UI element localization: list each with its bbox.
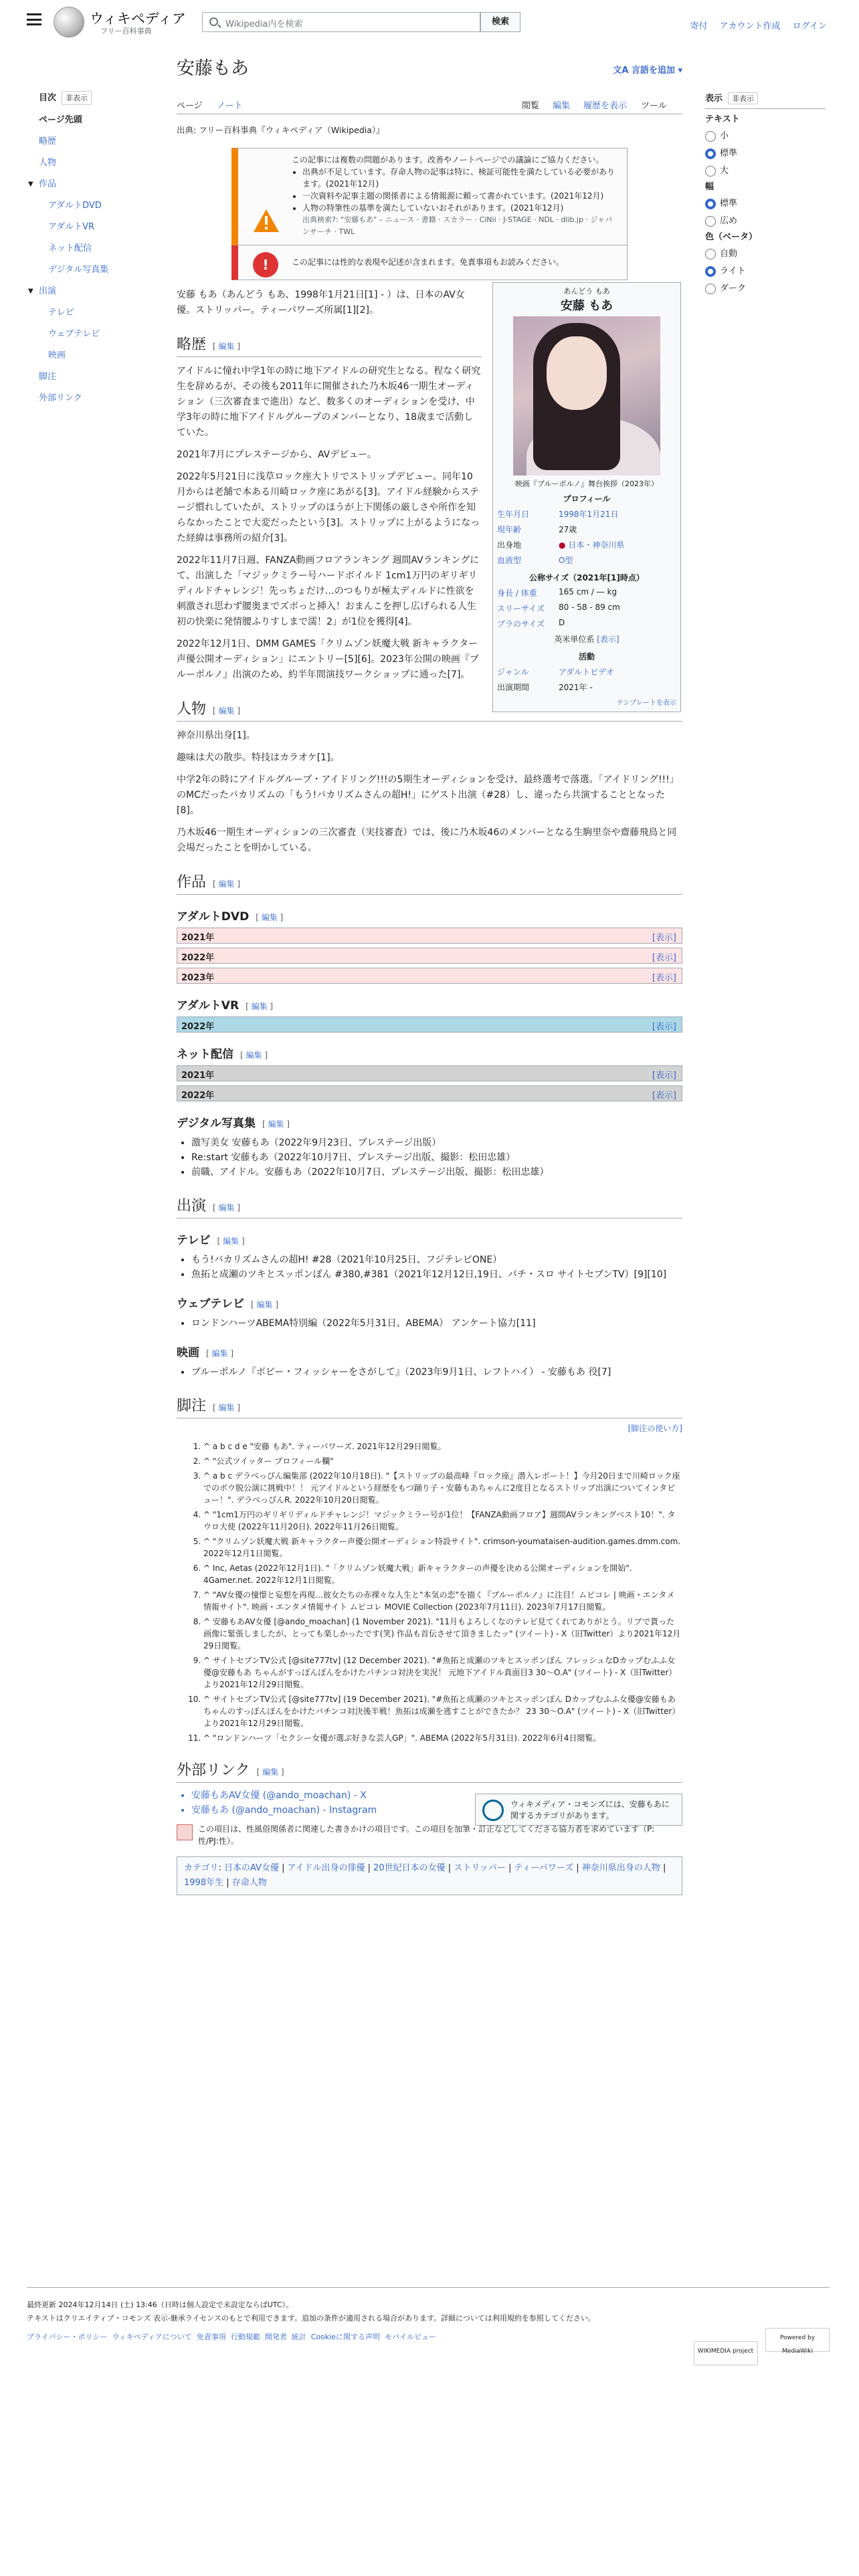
toc-item[interactable]: ページ先頭 — [39, 115, 82, 125]
edit-link[interactable]: 編集 — [218, 879, 235, 889]
commons-box: ウィキメディア・コモンズには、安藤もあに関するカテゴリがあります。 — [475, 1794, 682, 1826]
list-item: • Re:start 安藤もあ（2022年10月7日、プレステージ出版、撮影：松田忠雄） — [191, 1150, 682, 1165]
list-item: • ブルーポルノ『ボビー・フィッシャーをさがして』（2023年9月1日、レフトハイ） - 安藤もあ 役[7] — [191, 1365, 682, 1380]
heading-person: 人物 [ 編集 ] — [177, 697, 682, 722]
edit-link[interactable]: 編集 — [261, 913, 278, 922]
show-toggle[interactable]: [表示] — [652, 1071, 676, 1081]
reference-item: 7. ^ "AV女優の憧憬と妄想を再現…彼女たちの赤裸々な人生と"本気の恋"を描く『ブルーポルノ』に注目！ムビコレ | 映画・エンタメ情報サイト". 映画・エンタメ情報サイト ムビコレ MOVIE Collection (2023年7月11日). 2023年7月17日閲覧。 — [203, 1589, 682, 1613]
category-link[interactable]: 神奈川県出身の人物 — [581, 1863, 660, 1873]
heading-photobook: デジタル写真集 [ 編集 ] — [177, 1117, 290, 1130]
list-item: • もう!バカリズムさんの超H! #28（2021年10月25日、フジテレビONE） — [191, 1253, 682, 1267]
toc-item[interactable]: 作品 — [39, 179, 57, 189]
page-footer — [27, 2287, 830, 2355]
edit-link[interactable]: 編集 — [246, 1051, 262, 1060]
tagline: フリー百科事典 — [100, 27, 152, 35]
text-large-radio[interactable]: 大 — [705, 166, 826, 177]
career-paragraph: 2022年5月21日に浅草ロック座大トリでストリップデビュー。同年10月からは老舗で本ある川崎ロック座にあがる[3]。アイドル経験からステージ慣れしていたが、ストリップのほうが上下関係の厳しさや所作を知らなかったことで大変だったという[3]。ストリップに上がるようになった経緯は事務所の紹介[3]。 — [177, 471, 480, 544]
info-key[interactable]: スリーサイズ — [497, 604, 545, 613]
heading-external: 外部リンク [ 編集 ] — [177, 1759, 682, 1783]
reference-item: 2. ^ "公式ツイッター プロフィール欄" — [203, 1455, 682, 1467]
user-links — [680, 19, 827, 31]
toc-subitem[interactable]: アダルトDVD — [48, 201, 102, 211]
info-value: 2021年 - — [559, 683, 593, 692]
appearance-panel — [705, 91, 826, 294]
collapsible-year: 2022年 [表示] — [177, 1016, 682, 1033]
info-value: 80 - 58 - 89 cm — [559, 603, 620, 612]
toc-hide-button[interactable]: 非表示 — [62, 91, 92, 105]
heading-net: ネット配信 [ 編集 ] — [177, 1048, 268, 1061]
toc-item[interactable]: 外部リンク — [39, 393, 82, 403]
sexual-content-box — [231, 245, 628, 280]
tab-page[interactable]: ページ — [177, 101, 203, 111]
chevron-down-icon[interactable]: ▼ — [28, 181, 33, 188]
category-link[interactable]: 存命人物 — [231, 1878, 267, 1888]
collapsible-year: 2022年 [表示] — [177, 1085, 682, 1101]
info-value: 27歳 — [559, 525, 577, 534]
list-item: • 魚拓と成瀬のツキとスッポンぽん #380,#381（2021年12月12日,19日、パチ・スロ サイトセブンTV）[9][10] — [191, 1267, 682, 1282]
reference-item: 6. ^ Inc, Aetas (2022年12月1日). "「クリムゾン妖魔大戦」新キャラクターの声優を決める公開オーディションを開始". 4Gamer.net. 2022年12月1日閲覧。 — [203, 1562, 682, 1586]
from-line: 出典: フリー百科事典『ウィキペディア（Wikipedia）』 — [177, 125, 385, 135]
toc-subitem[interactable]: 映画 — [48, 350, 66, 360]
create-account-link[interactable]: アカウント作成 — [719, 21, 781, 31]
search-button[interactable]: 検索 — [480, 12, 520, 32]
info-value[interactable]: アダルトビデオ — [559, 667, 614, 677]
edit-link[interactable]: 編集 — [268, 1119, 284, 1129]
tab-talk[interactable]: ノート — [217, 101, 243, 111]
category-link[interactable]: ストリッパー — [454, 1863, 506, 1873]
heading-tv: テレビ [ 編集 ] — [177, 1234, 245, 1247]
reference-item: 4. ^ "1cm1万円のギリギリディルドチャレンジ！マジックミラー号が1位！【FANZA動画フロア】週間AVランキングベスト10！". タウロ大使 (2022年11月20日). 2022年11月26日閲覧。 — [203, 1509, 682, 1533]
last-updated: 最終更新 2024年12月14日 (土) 13:46（日時は個人設定で未設定ならばUTC）。 — [27, 2287, 830, 2312]
reference-item: 9. ^ サイトセブンTV公式 [@site777tv] (12 December 2021). "#魚拓と成瀬のツキとスッポンぽん フレッシュなDカップむふふ女優@安藤もあ ちゃんがすっぽんぽんをかけたパチンコ対決を実況！ 元地下アイドル真面目3 30〜O.A" (ツイート) - X（旧Twitter）より2021年12月29日閲覧。 — [203, 1654, 682, 1691]
width-wide-radio[interactable]: 広め — [705, 216, 826, 227]
info-key[interactable]: 生年月日 — [497, 510, 530, 519]
heading-career: 略歴 [ 編集 ] — [177, 333, 482, 357]
info-key[interactable]: ブラのサイズ — [497, 619, 545, 629]
heading-movie: 映画 [ 編集 ] — [177, 1346, 234, 1360]
info-key[interactable]: ジャンル — [497, 667, 529, 677]
tab-edit[interactable]: 編集 — [553, 101, 571, 111]
footer-link[interactable]: 開発者 — [264, 2333, 287, 2341]
portrait-image[interactable] — [513, 316, 660, 475]
color-light-radio[interactable]: ライト — [705, 266, 826, 277]
donate-link[interactable]: 寄付 — [690, 21, 708, 31]
info-value[interactable]: 1998年1月21日 — [559, 510, 619, 519]
edit-link[interactable]: 編集 — [251, 1002, 268, 1011]
search-input[interactable]: Wikipedia内を検索 — [202, 12, 480, 32]
toc-subitem[interactable]: デジタル写真集 — [48, 265, 109, 275]
reference-item: 5. ^ "クリムゾン妖魔大戦 新キャラクター声優公開オーディション特設サイト". crimson-youmataisen-audition.games.dmm.com. 2022年12月1日閲覧。 — [203, 1535, 682, 1560]
reference-item: 11. ^ "ロンドンハーツ「セクシー女優が選ぶ好きな芸人GP」". ABEMA (2022年5月31日). 2022年6月4日閲覧。 — [203, 1732, 682, 1744]
reference-item: 3. ^ a b c デラべっぴん編集部 (2022年10月18日). "【ストリップの最高峰『ロック座』潜入レポート！】今月20日まで川崎ロック座でのボウ脱公演に挑戦中！！ 元アイドルという経歴をもつ踊り子・安藤もあちゃんに2度目となるストリップ出演についてインタビュー！". デラべっぴんR. 2022年10月20日閲覧。 — [203, 1470, 682, 1506]
reference-item: 8. ^ 安藤もあAV女優 [@ando_moachan] (1 November 2021). "11月もよろしくなのテレビ見てくれてありがとう。リプで貰った画像に緊張しましたが、とっても楽しかったです(笑) 作品も首伝させて頂きましたッ" (ツイート) - X（旧Twitter）より2021年12月29日閲覧。 — [203, 1616, 682, 1652]
info-key[interactable]: 血液型 — [497, 556, 522, 565]
heading-appearances: 出演 [ 編集 ] — [177, 1194, 682, 1218]
edit-link[interactable]: 編集 — [211, 1349, 228, 1358]
page-tabs — [177, 94, 682, 114]
category-link[interactable]: 日本のAV女優 — [224, 1863, 279, 1873]
add-languages-button[interactable]: 文A 言語を追加 ▾ — [613, 66, 682, 76]
category-box: カテゴリ: 日本のAV女優 | アイドル出身の俳優 | 20世紀日本の女優 | ストリッパー | ティーパワーズ | 神奈川県出身の人物 | 1998年生 | 存命人物 — [177, 1856, 682, 1895]
width-standard-radio[interactable]: 標準 — [705, 199, 826, 209]
collapsible-year: 2021年 [表示] — [177, 928, 682, 944]
chevron-down-icon[interactable]: ▼ — [28, 288, 33, 295]
toc-item[interactable]: 脚注 — [39, 372, 57, 382]
tab-history[interactable]: 履歴を表示 — [583, 101, 628, 111]
edit-link[interactable]: 編集 — [223, 1237, 240, 1246]
intro-paragraph: 安藤 もあ（あんどう もあ、1998年1月21日[1] - ）は、日本のAV女優。ストリッパー。ティーパワーズ所属[1][2]。 — [177, 290, 465, 316]
infobox-name: 安藤 もあ — [560, 299, 613, 313]
color-dark-radio[interactable]: ダーク — [705, 284, 826, 294]
list-item: • ロンドンハーツABEMA特別編（2022年5月31日、ABEMA） アンケート協力[11] — [191, 1316, 682, 1331]
footnote-help-link[interactable]: [脚注の使い方] — [628, 1424, 682, 1433]
show-toggle[interactable]: [表示] — [652, 973, 676, 983]
stub-icon — [177, 1824, 193, 1840]
issue-item: • 出典が不足しています。存命人物の記事は特に、検証可能性を満たしている必要があります。(2021年12月) — [302, 166, 619, 190]
warning-icon — [253, 209, 280, 233]
heading-webtv: ウェブテレビ [ 編集 ] — [177, 1297, 278, 1311]
source-search[interactable]: 出典検索?: "安藤もあ" – ニュース · 書籍 · スカラー · CiNii · J-STAGE · NDL · dlib.jp · ジャパンサーチ · TWL — [302, 215, 613, 236]
footer-link[interactable]: 行動規範 — [230, 2333, 260, 2341]
width-heading: 幅 — [705, 182, 714, 192]
issues-box — [231, 148, 628, 245]
appearance-title: 表示 — [705, 94, 723, 104]
mediawiki-badge[interactable]: Powered by MediaWiki — [765, 2328, 830, 2352]
infobox — [492, 282, 681, 712]
appearance-hide-button[interactable]: 非表示 — [728, 92, 758, 104]
category-label[interactable]: カテゴリ — [184, 1863, 219, 1873]
table-of-contents — [28, 91, 151, 405]
main-menu-icon[interactable] — [27, 13, 41, 25]
login-link[interactable]: ログイン — [792, 21, 827, 31]
edit-link[interactable]: 編集 — [218, 1203, 235, 1212]
image-caption: 映画『ブルーポルノ』舞台挨拶（2023年） — [514, 479, 659, 488]
footer-link[interactable]: ウィキペディアについて — [112, 2333, 192, 2341]
toc-subitem[interactable]: テレビ — [48, 308, 74, 318]
text-standard-radio[interactable]: 標準 — [705, 148, 826, 159]
template-link[interactable]: テンプレートを表示 — [616, 700, 676, 707]
heading-works: 作品 [ 編集 ] — [177, 871, 682, 895]
footer-link[interactable]: 統計 — [291, 2333, 306, 2341]
person-paragraph: 乃木坂46一期生オーディションの三次審査（実技審査）では、後に乃木坂46のメンバーとなる生駒里奈や齋藤飛鳥と同会場だったことを明かしている。 — [177, 827, 677, 853]
toc-item[interactable]: 出演 — [39, 286, 57, 296]
info-value: D — [559, 618, 565, 627]
heading-notes: 脚注 [ 編集 ] — [177, 1394, 682, 1418]
edit-link[interactable]: 編集 — [218, 1403, 235, 1412]
footer-link[interactable]: Cookieに関する声明 — [310, 2333, 381, 2341]
tab-read[interactable]: 閲覧 — [522, 101, 540, 111]
text-size-heading: テキスト — [705, 114, 740, 124]
tab-tools[interactable]: ツール — [641, 101, 667, 111]
show-toggle[interactable]: [表示] — [652, 953, 676, 963]
toc-subitem[interactable]: ネット配信 — [48, 243, 92, 253]
footer-link[interactable]: プライバシー・ポリシー — [27, 2333, 108, 2341]
career-paragraph: アイドルに憧れ中学1年の時に地下アイドルの研究生となる。程なく研究生を辞めるが、その後も2011年に開催された乃木坂46一期生オーディション（三次審査まで進出）など、数多くのオーディションを受け、中学3年の時に地下アイドルグループのメンバーとなり、18歳まで活動していた。 — [177, 366, 481, 438]
category-link[interactable]: 1998年生 — [184, 1878, 224, 1888]
search-icon — [209, 17, 218, 26]
toc-title: 目次 — [39, 93, 57, 103]
exclamation-icon: ! — [253, 252, 278, 278]
edit-link[interactable]: 編集 — [218, 706, 235, 716]
career-paragraph: 2022年12月1日、DMM GAMES「クリムゾン妖魔大戦 新キャラクター声優公開オーディション」にエントリー[5][6]。2023年公開の映画『ブルーポルノ』出演のため、約半年間演技ワークショップに通った[7]。 — [177, 639, 479, 680]
info-key[interactable]: 身長 / 体重 — [497, 588, 537, 598]
stub-notice: この項目は、性風俗関係者に関連した書きかけの項目です。この項目を加筆・訂正などしてくださる協力者を求めています（P:性/PJ:性）。 — [177, 1823, 672, 1847]
sexual-content-text: この記事には性的な表現や記述が含まれます。免責事項もお読みください。 — [292, 257, 565, 267]
toc-item[interactable]: 人物 — [39, 158, 57, 168]
external-link[interactable]: • 安藤もあAV女優 (@ando_moachan) - X — [191, 1788, 682, 1803]
footer-link[interactable]: モバイルビュー — [385, 2333, 437, 2341]
category-link[interactable]: ティーパワーズ — [514, 1863, 574, 1873]
edit-link[interactable]: 編集 — [262, 1767, 279, 1777]
collapsible-year: 2022年 [表示] — [177, 948, 682, 964]
color-heading: 色（ベータ） — [705, 232, 758, 242]
info-key: 出演期間 — [497, 683, 530, 692]
commons-icon — [482, 1800, 504, 1821]
imperial-label: 英米単位系 — [554, 635, 595, 644]
external-link[interactable]: • 安藤もあ (@ando_moachan) - Instagram — [191, 1803, 682, 1818]
infobox-ruby: あんどう もあ — [563, 287, 610, 296]
issues-lead: この記事には複数の問題があります。改善やノートページでの議論にご協力ください。 — [292, 155, 604, 165]
wikimedia-badge[interactable]: WIKIMEDIA project — [694, 2341, 758, 2365]
reference-item: 10. ^ サイトセブンTV公式 [@site777tv] (19 December 2021). "#魚拓と成瀬のツキとスッポンぽん Dカップむふふ女優@安藤もあ ちゃんのすっぽんぽんをかけたパチンコ対決後半戦！魚拓は成瀬を逃すことができたか？ 23 30〜O.A" (ツイート) - X（旧Twitter）より2021年12月29日閲覧。 — [203, 1693, 682, 1729]
info-value: 165 cm / ― kg — [559, 587, 617, 597]
activity-heading: 活動 — [578, 652, 595, 661]
edit-link[interactable]: 編集 — [256, 1300, 273, 1309]
info-key[interactable]: 現年齢 — [497, 525, 522, 534]
category-link[interactable]: 20世紀日本の女優 — [373, 1863, 446, 1873]
heading-vr: アダルトVR [ 編集 ] — [177, 999, 274, 1012]
profile-heading: プロフィール — [563, 494, 611, 504]
text-small-radio[interactable]: 小 — [705, 131, 826, 142]
issue-item: • 人物の特筆性の基準を満たしていないおそれがあります。(2021年12月) — [302, 202, 619, 214]
toc-item[interactable]: 略歴 — [39, 136, 57, 146]
person-paragraph: 中学2年の時にアイドルグループ・アイドリング!!!の5期生オーディションを受け、最終選考で落選。「アイドリング!!!」のMCだったバカリズムの「もう!バカリズムさんの超H!」にゲスト出演（#28）し、違ったら共演することとなった[8]。 — [177, 774, 679, 816]
license-text: テキストはクリエイティブ・コモンズ 表示-継承ライセンスのもとで利用できます。追加の条件が適用される場合があります。詳細については利用規約を参照してください。 — [27, 2314, 595, 2323]
reference-item: 1. ^ a b c d e "安藤 もあ". ティーパワーズ. 2021年12月29日閲覧。 — [203, 1440, 682, 1453]
info-value[interactable]: O型 — [559, 556, 573, 565]
info-key: 出身地 — [497, 540, 522, 550]
show-toggle[interactable]: [表示] — [652, 1022, 676, 1032]
toc-subitem[interactable]: ウェブテレビ — [48, 329, 100, 339]
career-paragraph: 2022年11月7日週、FANZA動画フロアランキング 週間AVランキングにて、出演した「マジックミラー号ハードボイルド 1cm1万円のギリギリディルドチャレンジ！先っちょだけ…のつもりが極太ディルドに性欲を刺激され思わず腰奥までズボっと挿入！おまんこを押し広げられる人生初の快楽に発情腰ふりすしまで濡！2」が1位を獲得[4]。 — [177, 555, 480, 627]
career-paragraph: 2021年7月にプレステージから、AVデビュー。 — [177, 449, 377, 460]
show-toggle[interactable]: [表示] — [652, 933, 676, 943]
main-content — [177, 53, 682, 1895]
wikipedia-logo[interactable] — [54, 7, 84, 37]
wordmark[interactable]: ウィキペディア — [90, 11, 187, 27]
list-item: • 前職、アイドル。安藤もあ（2022年10月7日、プレステージ出版、撮影：松田忠雄） — [191, 1165, 682, 1180]
show-toggle[interactable]: [表示] — [597, 635, 619, 644]
list-item: • 激写美女 安藤もあ（2022年9月23日、プレステージ出版） — [191, 1136, 682, 1150]
person-paragraph: 趣味は犬の散歩。特技はカラオケ[1]。 — [177, 752, 340, 763]
info-value[interactable]: ● 日本・神奈川県 — [559, 540, 625, 550]
issue-item: • 一次資料や記事主題の関係者による情報源に頼って書かれています。(2021年12月) — [302, 190, 619, 202]
collapsible-year: 2021年 [表示] — [177, 1065, 682, 1081]
footer-link[interactable]: 免責事項 — [196, 2333, 226, 2341]
person-paragraph: 神奈川県出身[1]。 — [177, 730, 256, 741]
page-title: 安藤もあ — [177, 58, 249, 79]
references-list — [203, 1440, 682, 1744]
category-link[interactable]: アイドル出身の俳優 — [287, 1863, 365, 1873]
color-auto-radio[interactable]: 自動 — [705, 249, 826, 259]
toc-subitem[interactable]: アダルトVR — [48, 222, 95, 232]
show-toggle[interactable]: [表示] — [652, 1091, 676, 1101]
edit-link[interactable]: 編集 — [218, 342, 235, 351]
heading-dvd: アダルトDVD [ 編集 ] — [177, 910, 284, 924]
collapsible-year: 2023年 [表示] — [177, 968, 682, 984]
site-header — [0, 0, 859, 43]
size-heading: 公称サイズ（2021年[1]時点） — [529, 573, 644, 582]
